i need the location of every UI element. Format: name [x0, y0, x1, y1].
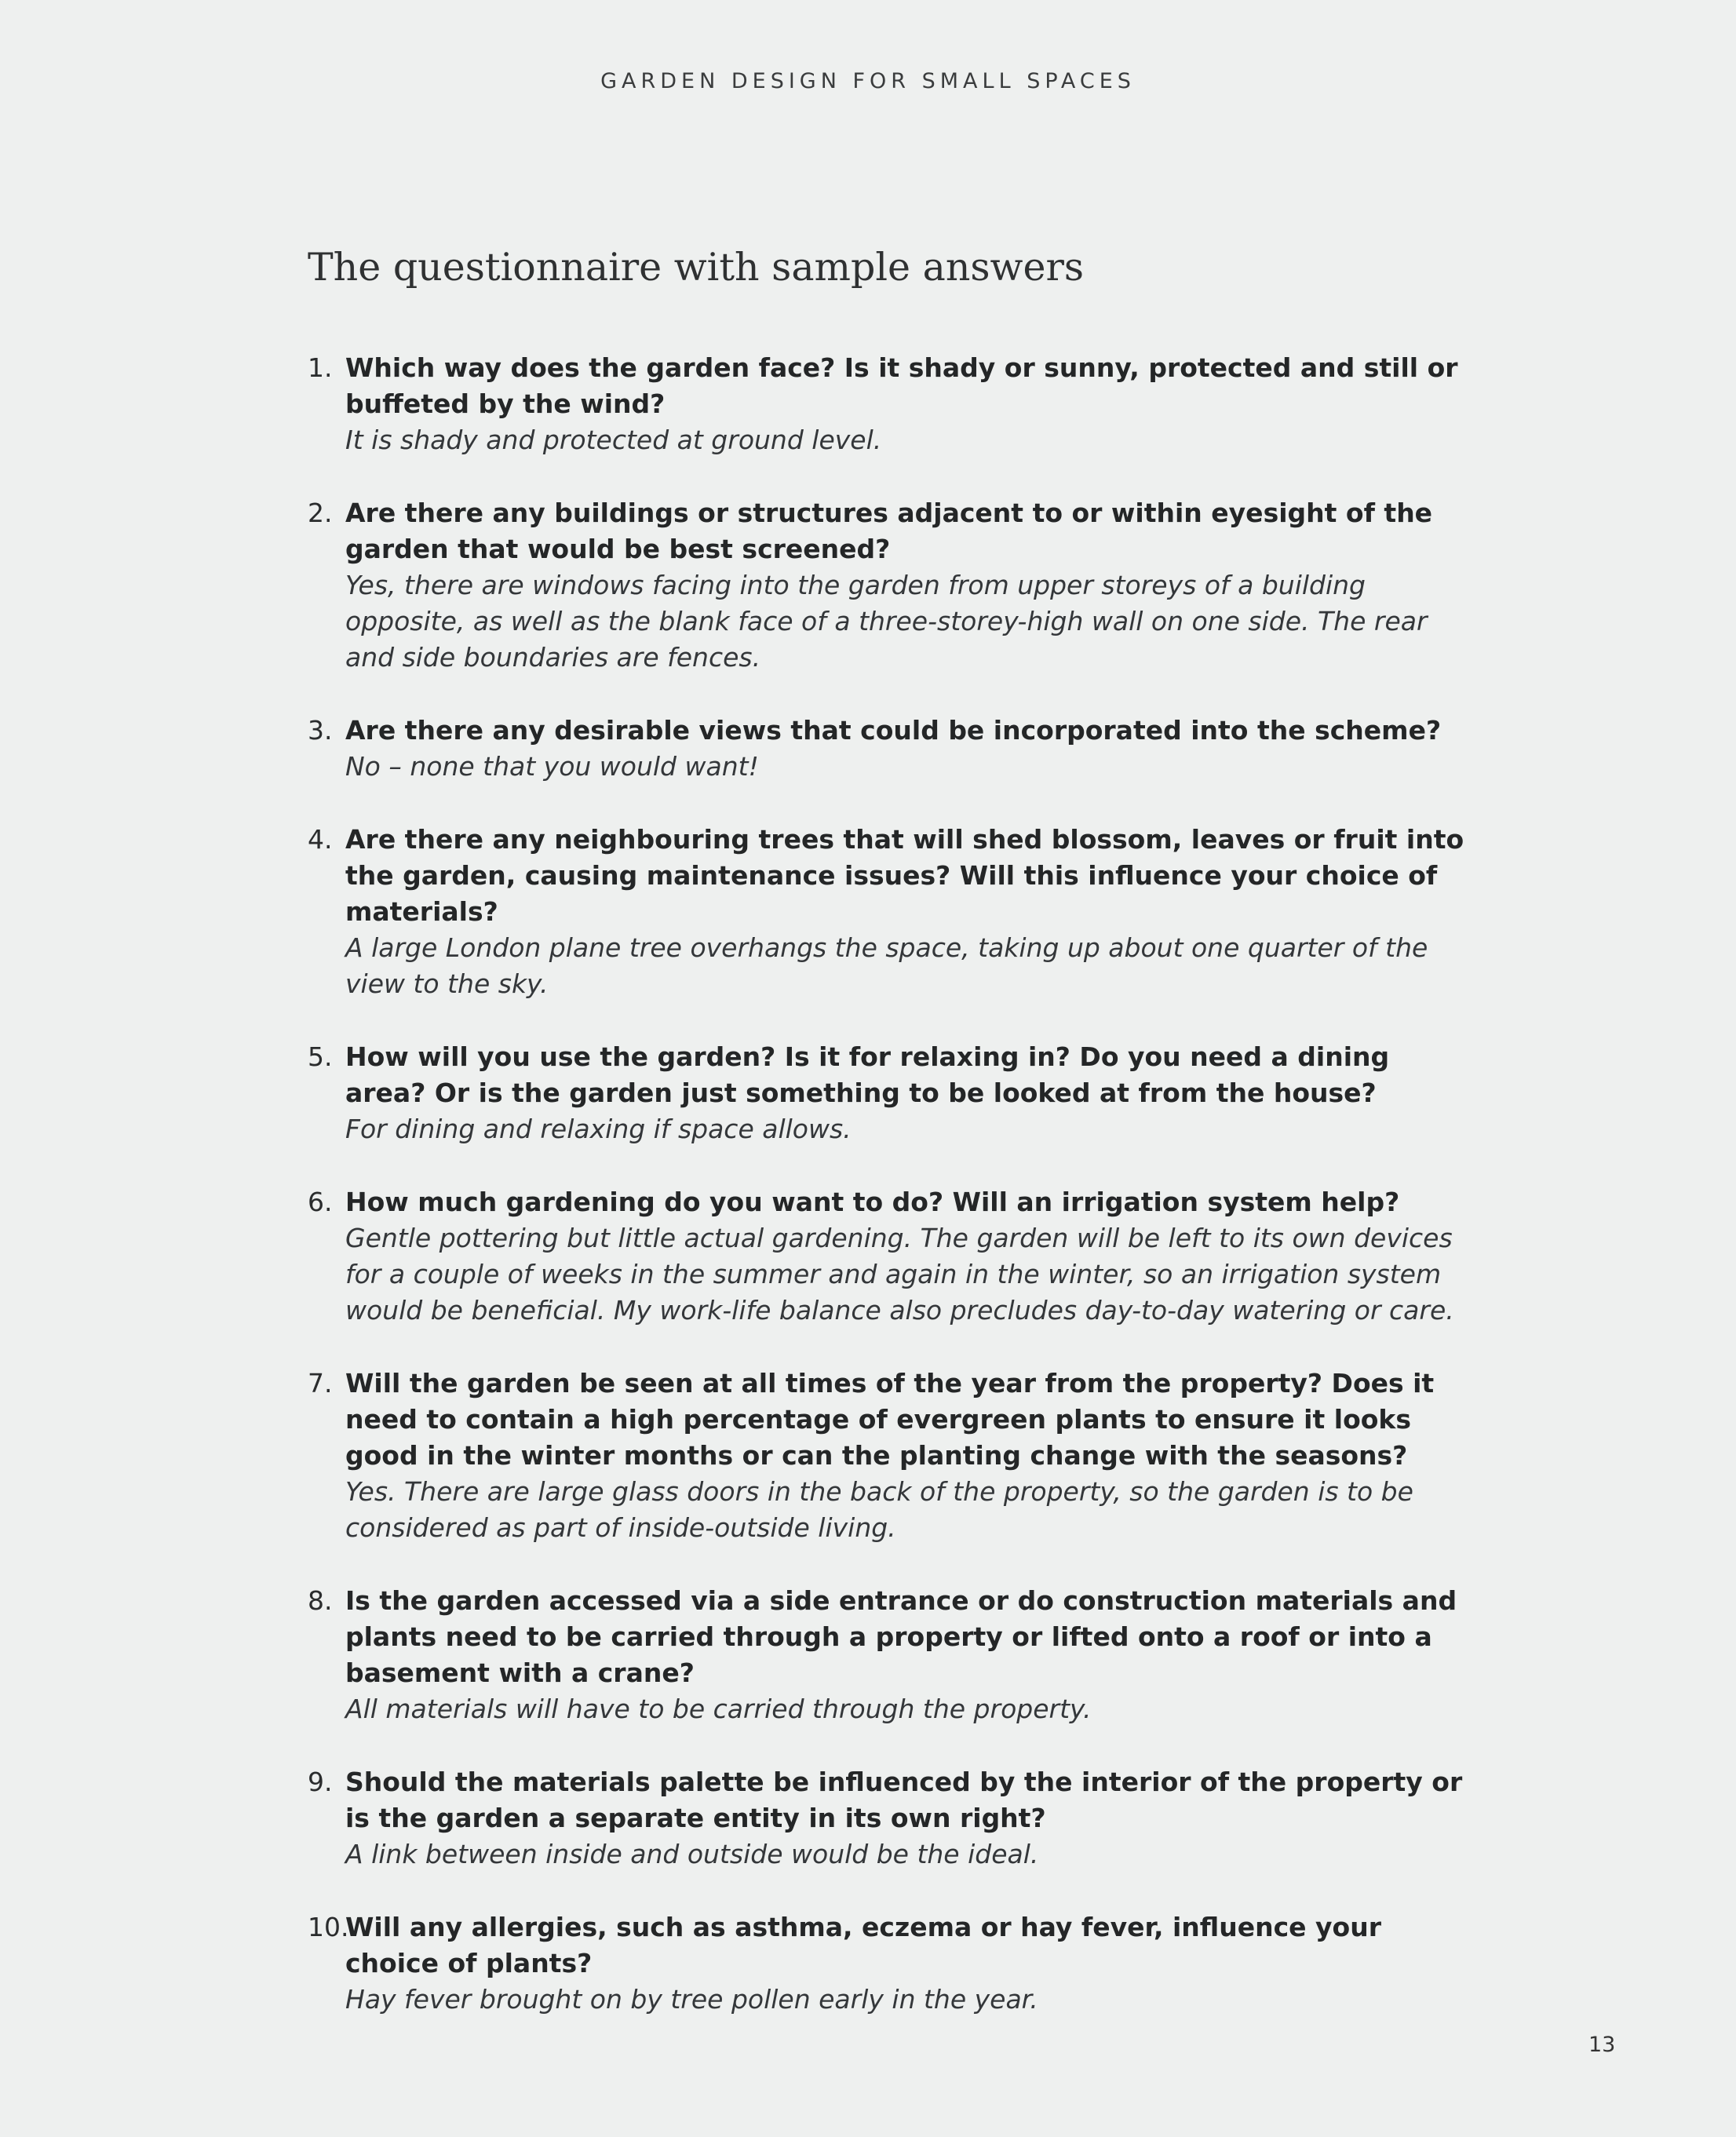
answer-text: Gentle pottering but little actual gardening. The garden will be left to its own devices for a couple of weeks in the summer and again in the winter, so an irrigation system would be beneficial. My work-life balance also precludes day-to-day watering or care.: [345, 1223, 1454, 1326]
answer-text: For dining and relaxing if space allows.: [345, 1114, 852, 1144]
question-text: How much gardening do you want to do? Will an irrigation system help?: [345, 1187, 1400, 1217]
answer-text: No – none that you would want!: [345, 751, 759, 782]
answer-text: Hay fever brought on by tree pollen early in the year.: [345, 1984, 1038, 2015]
question-number: 9.: [308, 1767, 333, 1797]
questionnaire-list: [308, 350, 1469, 2055]
running-head: GARDEN DESIGN FOR SMALL SPACES: [600, 69, 1136, 93]
list-item: [308, 495, 1469, 676]
list-item: [308, 1764, 1469, 1873]
list-item: [308, 822, 1469, 1002]
answer-text: Yes. There are large glass doors in the back of the property, so the garden is to be considered as part of inside-outside living.: [345, 1476, 1413, 1543]
question-text: Will any allergies, such as asthma, eczema or hay fever, influence your choice of plants?: [345, 1912, 1381, 1978]
question-number: 3.: [308, 715, 333, 746]
question-text: Are there any neighbouring trees that will shed blossom, leaves or fruit into the garden, causing maintenance issues? Will this influence your choice of materials?: [345, 824, 1464, 927]
question-number: 5.: [308, 1041, 333, 1072]
question-text: How will you use the garden? Is it for relaxing in? Do you need a dining area? Or is the garden just something to be looked at from the house?: [345, 1041, 1390, 1108]
question-text: Which way does the garden face? Is it shady or sunny, protected and still or buffeted by the wind?: [345, 352, 1458, 419]
question-number: 2.: [308, 498, 333, 528]
answer-text: Yes, there are windows facing into the garden from upper storeys of a building opposite, as well as the blank face of a three-storey-high wall on one side. The rear and side boundaries are fences.: [345, 570, 1428, 673]
question-number: 6.: [308, 1187, 333, 1217]
list-item: [308, 1583, 1469, 1727]
answer-text: A link between inside and outside would be the ideal.: [345, 1839, 1039, 1869]
answer-text: All materials will have to be carried through the property.: [345, 1694, 1092, 1724]
question-number: 8.: [308, 1585, 333, 1616]
list-item: [308, 1184, 1469, 1329]
list-item: [308, 1909, 1469, 2018]
page-number: 13: [1588, 2033, 1616, 2057]
question-text: Are there any desirable views that could be incorporated into the scheme?: [345, 715, 1442, 746]
question-number: 10.: [308, 1912, 349, 1942]
question-number: 7.: [308, 1368, 333, 1399]
list-item: [308, 1366, 1469, 1546]
question-text: Will the garden be seen at all times of the year from the property? Does it need to contain a high percentage of evergreen plants to ensure it looks good in the winter months or can the planting change with the seasons?: [345, 1368, 1435, 1471]
list-item: [308, 1039, 1469, 1147]
question-text: Are there any buildings or structures adjacent to or within eyesight of the garden that would be best screened?: [345, 498, 1433, 564]
question-number: 4.: [308, 824, 333, 855]
answer-text: It is shady and protected at ground level.: [345, 425, 882, 455]
list-item: [308, 350, 1469, 458]
question-text: Is the garden accessed via a side entrance or do construction materials and plants need to be carried through a property or lifted onto a roof or into a basement with a crane?: [345, 1585, 1457, 1688]
list-item: [308, 713, 1469, 785]
question-number: 1.: [308, 352, 333, 383]
answer-text: A large London plane tree overhangs the space, taking up about one quarter of the view to the sky.: [345, 932, 1428, 999]
question-text: Should the materials palette be influenced by the interior of the property or is the garden a separate entity in its own right?: [345, 1767, 1463, 1833]
page-title: The questionnaire with sample answers: [308, 245, 1085, 290]
